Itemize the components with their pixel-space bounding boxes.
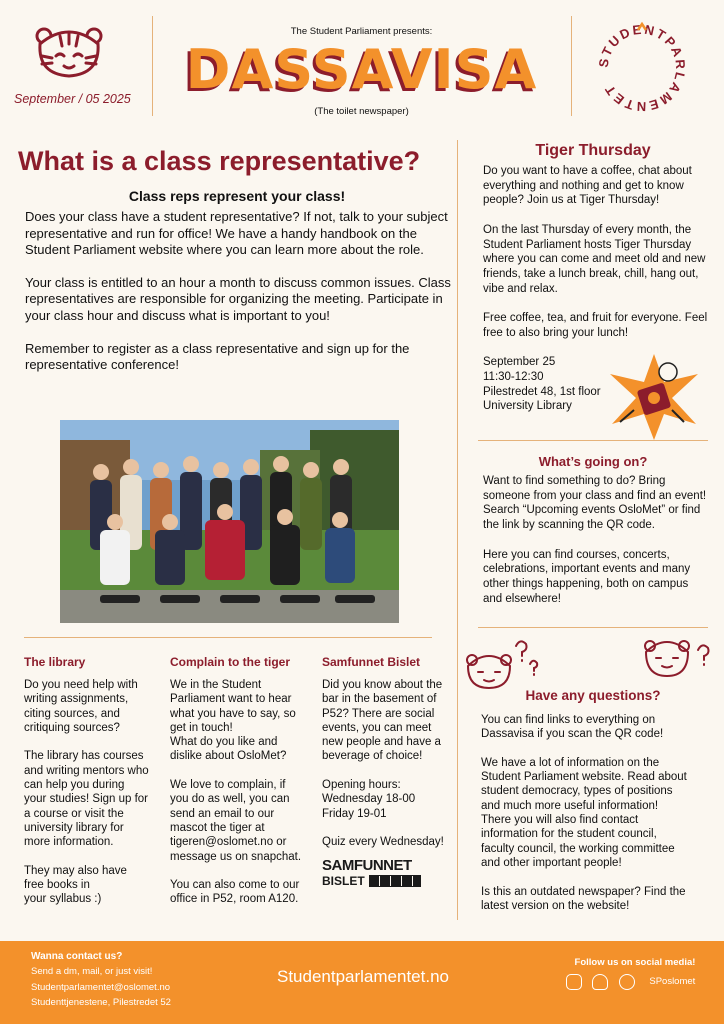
presents-text: The Student Parliament presents: <box>290 26 433 37</box>
contact-address: Studenttjenestene, Pilestredet 52 <box>31 997 171 1008</box>
logo-line1: SAMFUNNET <box>322 857 412 874</box>
logo-line2: BISLET <box>322 874 365 888</box>
article-subheading: Class reps represent your class! <box>128 188 346 204</box>
divider <box>457 140 458 920</box>
whats-going-on-paragraph: Here you can find courses, concerts, celebrations, important events and many other things happening, both on campus and elsewhere! <box>483 548 691 605</box>
divider <box>571 16 572 116</box>
tiger-mascot-star-icon <box>606 352 702 442</box>
divider <box>478 440 708 441</box>
complain-title: Complain to the tiger <box>170 655 290 669</box>
article-heading: What is a class representative? <box>18 146 421 176</box>
samfunnet-body: Did you know about the bar in the basement of P52? There are social events, you can meet new people and have a beverage of choice! Opening hours: Wednesday 18-00 Friday 19-01 Quiz every Wednesday! <box>322 679 444 849</box>
event-address: Pilestredet 48, 1st floor <box>483 385 601 398</box>
article-paragraph: Remember to register as a class representative and sign up for the representative conference! <box>25 340 410 373</box>
facebook-icon[interactable] <box>619 974 635 990</box>
samfunnet-bislet-logo <box>322 858 428 890</box>
svg-text:STUDENTPARLAMENTET <box>596 22 689 115</box>
event-location: University Library <box>483 400 572 413</box>
event-date: September 25 <box>483 356 556 369</box>
article-paragraph: Does your class have a student representative? If not, talk to your subject representative and run for office! We have a handy handbook on the Student Parliament website where you can learn more about the role. <box>25 209 448 258</box>
snapchat-icon[interactable] <box>592 974 608 990</box>
studentparlamentet-badge <box>594 20 690 116</box>
divider <box>478 627 708 628</box>
article-paragraph: Your class is entitled to an hour a month to discuss common issues. Class representatives are responsible for organizing the meeting. Participate in your class hour and discuss what is important to you! <box>25 274 451 323</box>
whats-going-on-body <box>483 474 708 606</box>
brick-icon <box>369 875 421 887</box>
tiger-thursday-paragraph: Free coffee, tea, and fruit for everyone. Feel free to also bring your lunch! <box>483 312 708 339</box>
samfunnet-title: Samfunnet Bislet <box>322 655 421 669</box>
tiger-question-icon <box>642 636 718 686</box>
footer <box>0 941 724 1024</box>
social-handle: SPoslomet <box>649 976 696 988</box>
contact-line: Send a dm, mail, or just visit! <box>31 966 153 977</box>
social-title: Follow us on social media! <box>574 957 696 968</box>
group-photo <box>60 420 399 623</box>
article-body <box>25 209 455 374</box>
complain-body: We in the Student Parliament want to hear what you have to say, so get in touch! What do you like and dislike about OsloMet? We love to complain, if you do as well, you can send an email to our mascot the tiger at tigeren@oslomet.no or message us on snapchat. You can also come to our office in P52, room A120. <box>170 679 302 906</box>
questions-title: Have any questions? <box>525 688 661 703</box>
tiger-logo-icon <box>34 26 104 82</box>
newspaper-subtitle: (The toilet newspaper) <box>314 106 409 117</box>
tiger-thursday-paragraph: On the last Thursday of every month, the Student Parliament hosts Tiger Thursday where you can come and meet old and new friends, take a lunch break, chill, hang out, vibe and relax. <box>483 223 706 295</box>
tiger-thursday-paragraph: Do you want to have a coffee, chat about everything and nothing and get to know people? Join us at Tiger Thursday! <box>483 165 692 207</box>
library-title: The library <box>24 655 86 669</box>
tiger-question-icon <box>464 636 544 692</box>
library-body: Do you need help with writing assignments, citing sources, and critiquing sources? The library has courses and writing mentors who can help you during your studies! Sign up for a course or visit the university library for more information. They may also have free books in your syllabus :) <box>24 679 149 906</box>
website-link[interactable]: Studentparlamentet.no <box>276 967 449 986</box>
questions-body: You can find links to everything on Dassavisa if you scan the QR code! We have a lot of information on the Student Parliament website. Read about student democracy, types of positions and much more useful information! There you will also find contact information for the student council, faculty council, the working committee and other important people! Is this an outdated newspaper? Find the latest version on the website! <box>481 714 687 912</box>
badge-text: STUDENTPARLAMENTET <box>595 21 689 115</box>
contact-block <box>31 951 171 1011</box>
newspaper-title: DASSAVISA <box>185 38 538 101</box>
issue-date: September / 05 2025 <box>14 92 131 106</box>
social-row <box>566 973 695 991</box>
whats-going-on-paragraph: Want to find something to do? Bring someone from your class and find an event! Search “Upcoming events OsloMet” or find the link by scanning the QR code. <box>483 475 707 532</box>
event-time: 11:30-12:30 <box>483 370 544 383</box>
contact-email[interactable]: Studentparlamentet@oslomet.no <box>31 981 171 993</box>
whats-going-on-title: What’s going on? <box>538 454 648 469</box>
instagram-icon[interactable] <box>566 974 582 990</box>
divider <box>24 637 432 638</box>
tiger-thursday-title: Tiger Thursday <box>535 142 651 159</box>
contact-title: Wanna contact us? <box>31 951 123 962</box>
